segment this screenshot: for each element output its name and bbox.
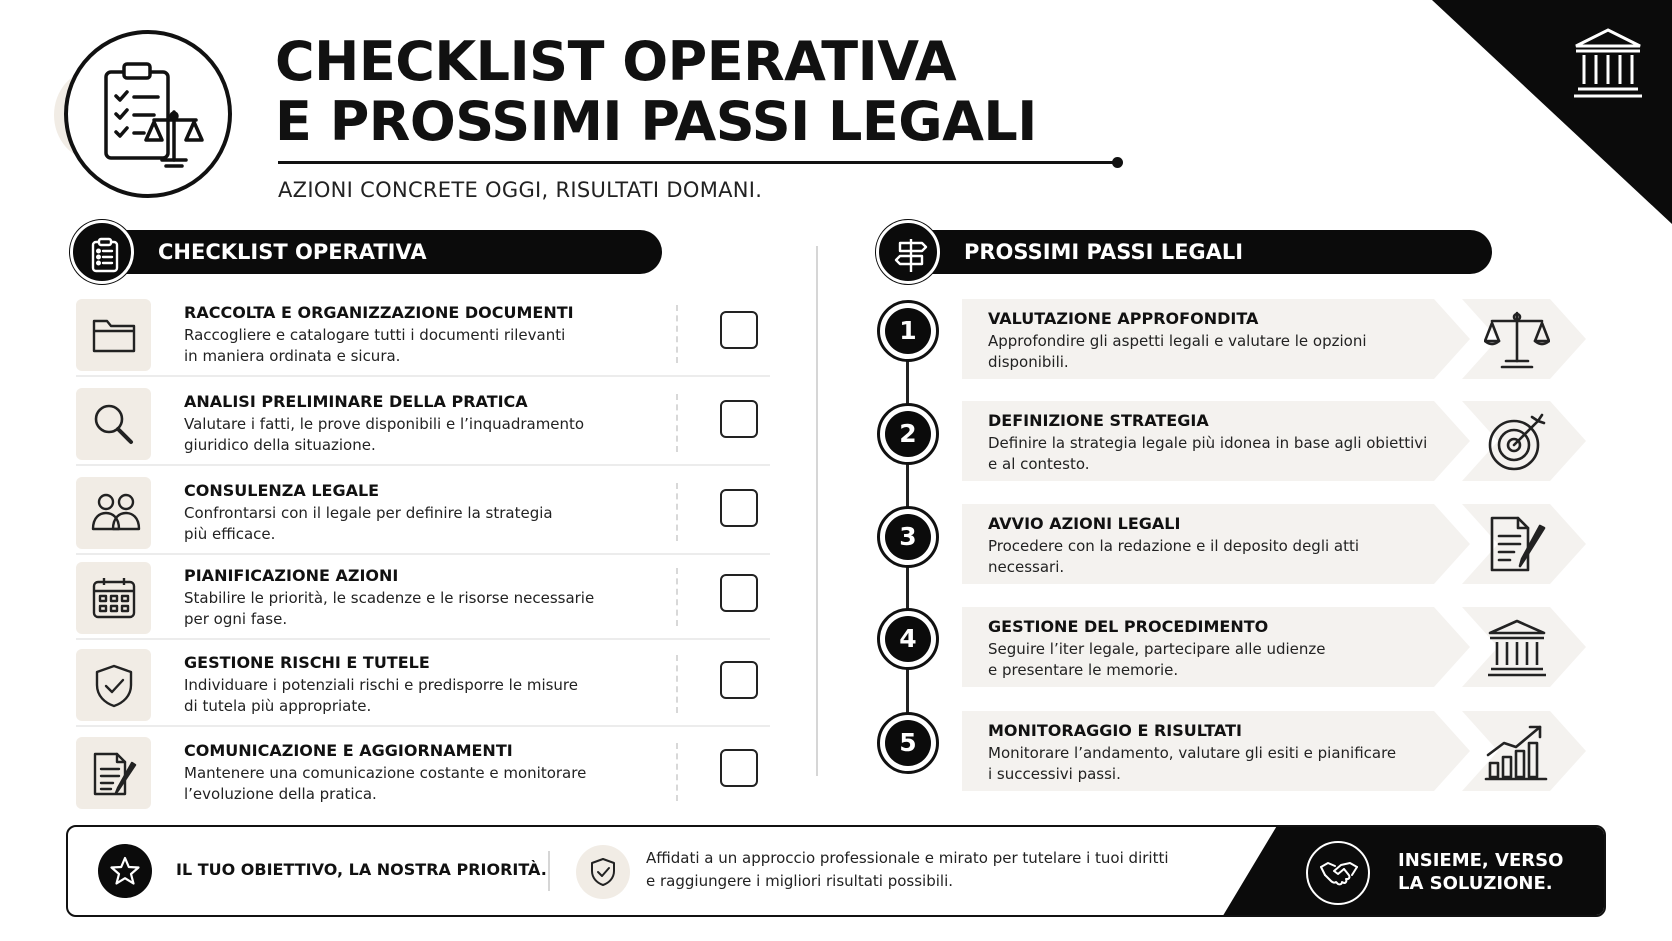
courthouse-icon — [1484, 617, 1550, 679]
step-description: Monitorare l’andamento, valutare gli esiti e pianificare i successivi passi. — [988, 744, 1397, 783]
checklist-heading-badge — [70, 220, 134, 284]
row-separator — [76, 553, 770, 555]
row-separator — [76, 638, 770, 640]
step-card — [962, 504, 1586, 584]
step-description: Approfondire gli aspetti legali e valutare le opzioni disponibili. — [988, 332, 1367, 371]
step-description: Seguire l’iter legale, partecipare alle udienze e presentare le memorie. — [988, 640, 1326, 679]
checklist-checkbox[interactable] — [720, 574, 758, 612]
page-title: CHECKLIST OPERATIVA E PROSSIMI PASSI LEGALI — [275, 30, 1037, 153]
checklist-item-icon-box — [76, 388, 151, 460]
checklist-checkbox[interactable] — [720, 311, 758, 349]
document-pen-icon — [91, 751, 139, 797]
step-card — [962, 299, 1586, 379]
checklist-item-icon-box — [76, 299, 151, 371]
clipboard-list-icon — [86, 236, 124, 274]
row-separator — [76, 375, 770, 377]
checklist-item-description: Stabilire le priorità, le scadenze e le risorse necessarie per ogni fase. — [184, 589, 595, 628]
courthouse-icon — [1570, 26, 1646, 102]
footer-divider — [548, 851, 550, 891]
row-separator — [76, 464, 770, 466]
dashed-divider — [676, 568, 678, 626]
checklist-heading: CHECKLIST OPERATIVA — [158, 240, 427, 264]
checklist-item — [76, 643, 770, 727]
checklist-checkbox[interactable] — [720, 400, 758, 438]
dashed-divider — [676, 743, 678, 801]
checklist-item-title: CONSULENZA LEGALE — [184, 481, 380, 500]
people-icon — [91, 491, 141, 535]
checklist-item-description: Raccogliere e catalogare tutti i documenti rilevanti in maniera ordinata e sicura. — [184, 326, 566, 365]
checklist-item-title: ANALISI PRELIMINARE DELLA PRATICA — [184, 392, 528, 411]
magnifier-icon — [91, 402, 137, 446]
checklist-item — [76, 293, 770, 377]
step-title: GESTIONE DEL PROCEDIMENTO — [988, 617, 1269, 636]
calendar-icon — [91, 576, 137, 620]
checklist-item — [76, 382, 770, 466]
footer-cta-text: INSIEME, VERSO LA SOLUZIONE. — [1398, 850, 1564, 894]
page-subtitle: AZIONI CONCRETE OGGI, RISULTATI DOMANI. — [278, 178, 763, 202]
checklist-checkbox[interactable] — [720, 661, 758, 699]
step-title: DEFINIZIONE STRATEGIA — [988, 411, 1209, 430]
checklist-item-description: Individuare i potenziali rischi e predisporre le misure di tutela più appropriate. — [184, 676, 578, 715]
title-underline-dot — [1112, 157, 1123, 168]
footer-handshake-badge — [1306, 841, 1370, 905]
step-card — [962, 711, 1586, 791]
step-number-badge: 2 — [877, 403, 939, 465]
footer-description: Affidati a un approccio professionale e mirato per tutelare i tuoi diritti e raggiungere i migliori risultati possibili. — [646, 849, 1169, 890]
row-separator — [76, 725, 770, 727]
checklist-checkbox[interactable] — [720, 749, 758, 787]
clipboard-scales-icon — [98, 60, 208, 172]
checklist-item-icon-box — [76, 737, 151, 809]
scales-icon — [1484, 309, 1550, 371]
checklist-item — [76, 556, 770, 640]
step-number-badge: 4 — [877, 608, 939, 670]
dashed-divider — [676, 655, 678, 713]
document-pen-icon — [1484, 514, 1550, 576]
steps-heading-bar — [920, 230, 1492, 274]
shield-check-icon — [91, 663, 137, 709]
target-icon — [1484, 411, 1550, 473]
step-title: MONITORAGGIO E RISULTATI — [988, 721, 1242, 740]
checklist-item-description: Confrontarsi con il legale per definire la strategia più efficace. — [184, 504, 553, 543]
footer-star-badge — [98, 844, 152, 898]
logo — [64, 30, 232, 198]
step-number-badge: 3 — [877, 506, 939, 568]
steps-heading: PROSSIMI PASSI LEGALI — [964, 240, 1244, 264]
dashed-divider — [676, 394, 678, 452]
checklist-item-icon-box — [76, 477, 151, 549]
checklist-item — [76, 471, 770, 555]
column-divider — [816, 246, 818, 776]
checklist-item-icon-box — [76, 649, 151, 721]
checklist-item-title: PIANIFICAZIONE AZIONI — [184, 566, 399, 585]
checklist-item-icon-box — [76, 562, 151, 634]
step-description: Procedere con la redazione e il deposito degli atti necessari. — [988, 537, 1360, 576]
star-icon — [110, 856, 140, 886]
step-card — [962, 401, 1586, 481]
checklist-item-description: Valutare i fatti, le prove disponibili e l’inquadramento giuridico della situazione. — [184, 415, 585, 454]
handshake-icon — [1320, 857, 1358, 891]
signpost-icon — [892, 236, 930, 274]
footer-shield-badge — [576, 845, 630, 899]
folder-icon — [91, 313, 137, 357]
checklist-item-description: Mantenere una comunicazione costante e monitorare l’evoluzione della pratica. — [184, 764, 587, 803]
checklist-item-title: GESTIONE RISCHI E TUTELE — [184, 653, 430, 672]
corner-decoration — [1432, 0, 1672, 224]
step-number-badge: 1 — [877, 300, 939, 362]
shield-check-icon — [589, 857, 617, 887]
checklist-item-title: COMUNICAZIONE E AGGIORNAMENTI — [184, 741, 513, 760]
footer-tagline: IL TUO OBIETTIVO, LA NOSTRA PRIORITÀ. — [176, 860, 547, 879]
dashed-divider — [676, 483, 678, 541]
step-card — [962, 607, 1586, 687]
growth-chart-icon — [1484, 721, 1550, 783]
checklist-checkbox[interactable] — [720, 489, 758, 527]
title-underline — [278, 161, 1118, 164]
footer-banner — [66, 825, 1606, 917]
step-title: AVVIO AZIONI LEGALI — [988, 514, 1181, 533]
checklist-item-title: RACCOLTA E ORGANIZZAZIONE DOCUMENTI — [184, 303, 574, 322]
checklist-item — [76, 731, 770, 815]
step-title: VALUTAZIONE APPROFONDITA — [988, 309, 1259, 328]
step-description: Definire la strategia legale più idonea in base agli obiettivi e al contesto. — [988, 434, 1428, 473]
checklist-heading-bar — [104, 230, 662, 274]
steps-heading-badge — [876, 220, 940, 284]
step-number-badge: 5 — [877, 712, 939, 774]
dashed-divider — [676, 305, 678, 363]
